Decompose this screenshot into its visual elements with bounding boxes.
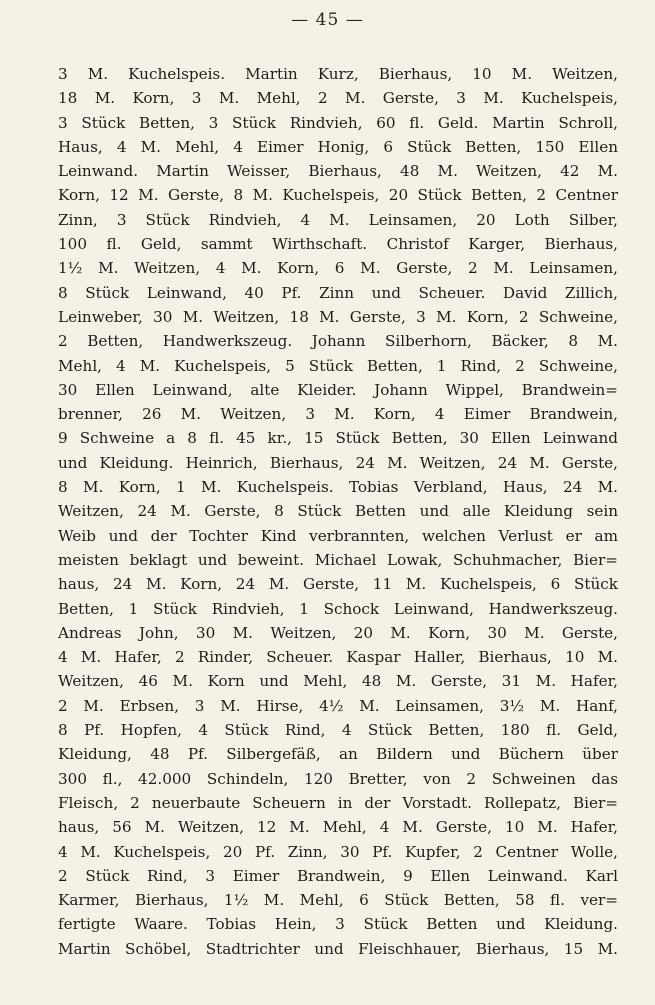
text-line: haus, 24 M. Korn, 24 M. Gerste, 11 M. Kuchelspeis, 6 Stück bbox=[58, 575, 618, 594]
text-line: 2 M. Erbsen, 3 M. Hirse, 4½ M. Leinsamen, 3½ M. Hanf, bbox=[58, 696, 618, 715]
text-line: 2 Stück Rind, 3 Eimer Brandwein, 9 Ellen Leinwand. Karl bbox=[58, 866, 618, 885]
text-line: Leinweber, 30 M. Weitzen, 18 M. Gerste, 3 M. Korn, 2 Schweine, bbox=[58, 307, 618, 326]
text-line: 2 Betten, Handwerkszeug. Johann Silberhorn, Bäcker, 8 M. bbox=[58, 332, 618, 351]
text-line: Fleisch, 2 neuerbaute Scheuern in der Vorstadt. Rollepatz, Bier= bbox=[58, 793, 618, 812]
text-line: Weib und der Tochter Kind verbrannten, welchen Verlust er am bbox=[58, 526, 618, 545]
body-text bbox=[58, 62, 618, 961]
text-line: brenner, 26 M. Weitzen, 3 M. Korn, 4 Eimer Brandwein, bbox=[58, 405, 618, 424]
text-line: Korn, 12 M. Gerste, 8 M. Kuchelspeis, 20 Stück Betten, 2 Centner bbox=[58, 186, 618, 205]
text-line: Weitzen, 46 M. Korn und Mehl, 48 M. Gerste, 31 M. Hafer, bbox=[58, 672, 618, 691]
text-line: und Kleidung. Heinrich, Bierhaus, 24 M. Weitzen, 24 M. Gerste, bbox=[58, 453, 618, 472]
text-line: 100 fl. Geld, sammt Wirthschaft. Christof Karger, Bierhaus, bbox=[58, 235, 618, 254]
text-line: Karmer, Bierhaus, 1½ M. Mehl, 6 Stück Betten, 58 fl. ver= bbox=[58, 891, 618, 910]
text-line: fertigte Waare. Tobias Hein, 3 Stück Betten und Kleidung. bbox=[58, 915, 618, 934]
text-line: Martin Schöbel, Stadtrichter und Fleischhauer, Bierhaus, 15 M. bbox=[58, 939, 618, 958]
text-line: meisten beklagt und beweint. Michael Lowak, Schuhmacher, Bier= bbox=[58, 550, 618, 569]
text-line: 8 Stück Leinwand, 40 Pf. Zinn und Scheuer. David Zillich, bbox=[58, 283, 618, 302]
text-line: Andreas John, 30 M. Weitzen, 20 M. Korn, 30 M. Gerste, bbox=[58, 623, 618, 642]
text-line: 30 Ellen Leinwand, alte Kleider. Johann Wippel, Brandwein= bbox=[58, 380, 618, 399]
text-line: Kleidung, 48 Pf. Silbergefäß, an Bildern und Büchern über bbox=[58, 745, 618, 764]
text-line: Haus, 4 M. Mehl, 4 Eimer Honig, 6 Stück Betten, 150 Ellen bbox=[58, 137, 618, 156]
text-line: 8 Pf. Hopfen, 4 Stück Rind, 4 Stück Betten, 180 fl. Geld, bbox=[58, 721, 618, 740]
text-line: 1½ M. Weitzen, 4 M. Korn, 6 M. Gerste, 2 M. Leinsamen, bbox=[58, 259, 618, 278]
text-line: 3 M. Kuchelspeis. Martin Kurz, Bierhaus, 10 M. Weitzen, bbox=[58, 65, 618, 83]
text-line: 4 M. Hafer, 2 Rinder, Scheuer. Kaspar Haller, Bierhaus, 10 M. bbox=[58, 648, 618, 667]
text-line: Zinn, 3 Stück Rindvieh, 4 M. Leinsamen, 20 Loth Silber, bbox=[58, 210, 618, 229]
text-line: 300 fl., 42.000 Schindeln, 120 Bretter, von 2 Schweinen das bbox=[58, 769, 618, 788]
text-line: 8 M. Korn, 1 M. Kuchelspeis. Tobias Verbland, Haus, 24 M. bbox=[58, 478, 618, 497]
text-line: 3 Stück Betten, 3 Stück Rindvieh, 60 fl. Geld. Martin Schroll, bbox=[58, 113, 618, 132]
text-line: Leinwand. Martin Weisser, Bierhaus, 48 M. Weitzen, 42 M. bbox=[58, 162, 618, 181]
text-line: Mehl, 4 M. Kuchelspeis, 5 Stück Betten, 1 Rind, 2 Schweine, bbox=[58, 356, 618, 375]
text-line: Weitzen, 24 M. Gerste, 8 Stück Betten und alle Kleidung sein bbox=[58, 502, 618, 521]
text-line: 4 M. Kuchelspeis, 20 Pf. Zinn, 30 Pf. Kupfer, 2 Centner Wolle, bbox=[58, 842, 618, 861]
page-number: — 45 — bbox=[291, 10, 364, 30]
text-line: 18 M. Korn, 3 M. Mehl, 2 M. Gerste, 3 M. Kuchelspeis, bbox=[58, 89, 618, 108]
text-line: 9 Schweine a 8 fl. 45 kr., 15 Stück Betten, 30 Ellen Leinwand bbox=[58, 429, 618, 448]
text-line: Betten, 1 Stück Rindvieh, 1 Schock Leinwand, Handwerkszeug. bbox=[58, 599, 618, 618]
text-line: haus, 56 M. Weitzen, 12 M. Mehl, 4 M. Gerste, 10 M. Hafer, bbox=[58, 818, 618, 837]
